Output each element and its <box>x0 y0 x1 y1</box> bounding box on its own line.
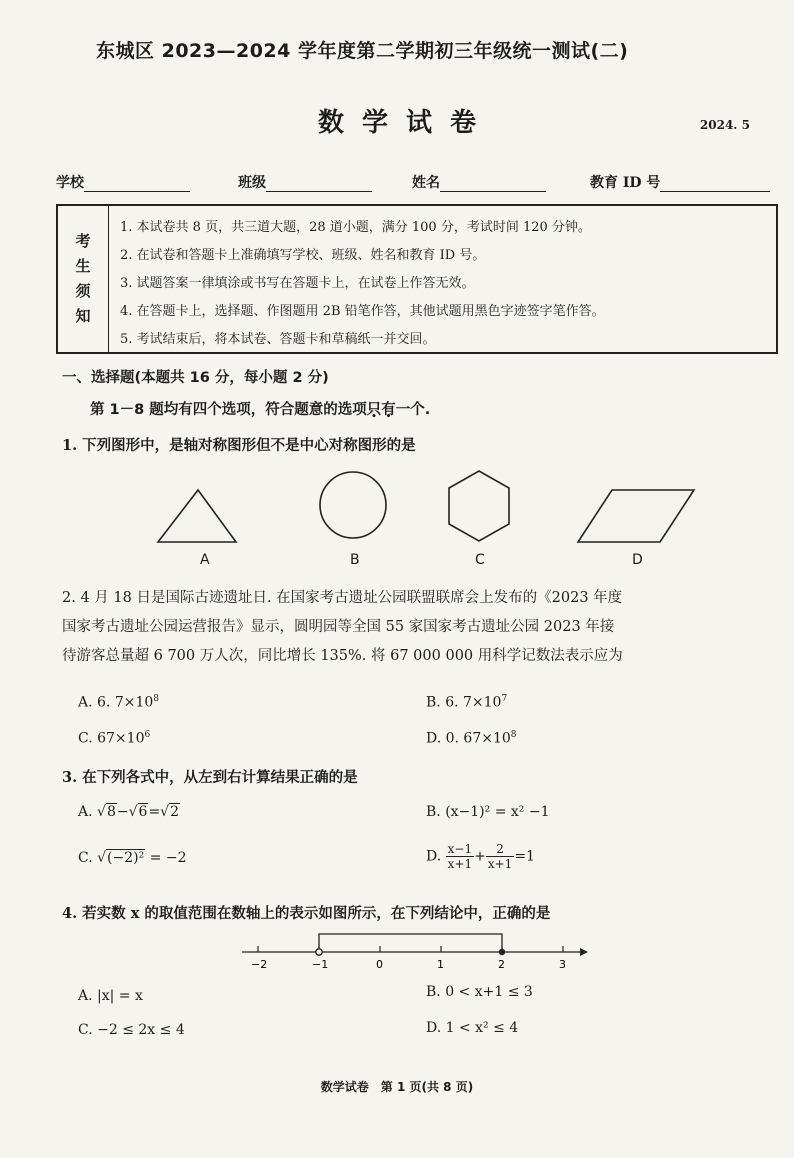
question-2-text: 2. 4 月 18 日是国际古迹遗址日. 在国家考古遗址公园联盟联席会上发布的《2023 年度 国家考古遗址公园运营报告》显示，圆明园等全国 55 家国家考古遗址公园 2023 年接 待游客总量超 6 700 万人次，同比增长 135%. 将 67 000 000 用科学记数法表示应为 <box>62 590 623 664</box>
q3-option-c[interactable]: C. √(−2)² = −2 <box>78 850 187 866</box>
q4-option-a[interactable]: A. |x| = x <box>78 988 143 1004</box>
school-field[interactable] <box>56 172 190 192</box>
q2-option-c[interactable]: C. $67\times 10^6$ <box>78 730 151 747</box>
svg-text:3: 3 <box>559 958 566 971</box>
class-label: 班级 <box>238 175 266 191</box>
page-footer: 数学试卷 第 1 页(共 8 页) <box>320 1080 474 1094</box>
notice-items <box>120 214 605 354</box>
exam-header-title: 东城区 2023—2024 学年度第二学期初三年级统一测试(二) <box>96 40 629 62</box>
edu-id-field[interactable] <box>590 172 770 192</box>
svg-text:0: 0 <box>376 958 383 971</box>
svg-text:−1: −1 <box>312 958 329 971</box>
parallelogram-shape <box>574 486 698 546</box>
notice-item: 4. 在答题卡上，选择题、作图题用 2B 铅笔作答，其他试题用黑色字迹签字笔作答。 <box>120 304 605 319</box>
class-field[interactable] <box>238 172 372 192</box>
name-field[interactable] <box>412 172 546 192</box>
q4-option-b[interactable]: B. 0 < x+1 ≤ 3 <box>426 984 533 1000</box>
svg-text:−2: −2 <box>251 958 268 971</box>
hexagon-shape <box>446 468 512 544</box>
edu-id-label: 教育 ID 号 <box>590 175 661 191</box>
fraction: $\frac{x-1}{x+1}$ <box>447 842 473 871</box>
q2-option-b[interactable]: B. 6. $7\times 10^7$ <box>426 694 508 711</box>
q4-option-d[interactable]: D. 1 < x² ≤ 4 <box>426 1020 519 1036</box>
question-3-text: 3. 在下列各式中，从左到右计算结果正确的是 <box>62 769 358 786</box>
option-label-c[interactable]: C <box>475 552 485 568</box>
student-info-row <box>56 172 780 196</box>
option-label-a[interactable]: A <box>200 552 210 568</box>
question-4-text: 4. 若实数 x 的取值范围在数轴上的表示如图所示，在下列结论中，正确的是 <box>62 905 551 922</box>
number-line <box>240 928 590 978</box>
section-heading: 一、选择题(本题共 16 分，每小题 2 分) <box>62 370 329 386</box>
notice-item: 2. 在试卷和答题卡上准确填写学校、班级、姓名和教育 ID 号。 <box>120 248 486 263</box>
q3-option-b[interactable]: B. (x−1)² = x² −1 <box>426 804 550 820</box>
edu-id-blank[interactable] <box>660 176 770 192</box>
question-1-text: 1. 下列图形中，是轴对称图形但不是中心对称图形的是 <box>62 437 416 454</box>
q2-option-d[interactable]: D. 0. $67\times 10^8$ <box>426 730 517 747</box>
name-blank[interactable] <box>440 176 546 192</box>
q4-option-c[interactable]: C. −2 ≤ 2x ≤ 4 <box>78 1022 185 1038</box>
notice-label: 考 生 须 知 <box>58 206 109 352</box>
section-instruction: 第 1－8 题均有四个选项，符合题意的选项只有一个. <box>90 402 431 418</box>
triangle-shape <box>150 486 240 546</box>
exam-date: 2024. 5 <box>699 118 750 132</box>
notice-item: 1. 本试卷共 8 页，共三道大题，28 道小题，满分 100 分，考试时间 120 分钟。 <box>120 220 591 235</box>
notice-item: 3. 试题答案一律填涂或书写在答题卡上，在试卷上作答无效。 <box>120 276 475 291</box>
notice-item: 5. 考试结束后，将本试卷、答题卡和草稿纸一并交回。 <box>120 332 436 347</box>
name-label: 姓名 <box>412 175 440 191</box>
school-blank[interactable] <box>84 176 190 192</box>
svg-text:2: 2 <box>498 958 505 971</box>
circle-shape <box>318 470 388 540</box>
fraction: $\frac{2}{x+1}$ <box>487 842 513 871</box>
q3-option-d[interactable]: D. $\frac{x-1}{x+1}$ + $\frac{2}{x+1}$ =1 <box>426 842 535 871</box>
q3-option-a[interactable]: A. √8−√6=√2 <box>78 804 180 820</box>
q2-option-a[interactable]: A. 6. $7\times 10^8$ <box>78 694 160 711</box>
class-blank[interactable] <box>266 176 372 192</box>
option-label-b[interactable]: B <box>350 552 360 568</box>
school-label: 学校 <box>56 175 84 191</box>
main-title: 数学试卷 <box>317 108 494 138</box>
option-label-d[interactable]: D <box>632 552 643 568</box>
candidate-notice-box <box>56 204 778 354</box>
svg-text:1: 1 <box>437 958 444 971</box>
